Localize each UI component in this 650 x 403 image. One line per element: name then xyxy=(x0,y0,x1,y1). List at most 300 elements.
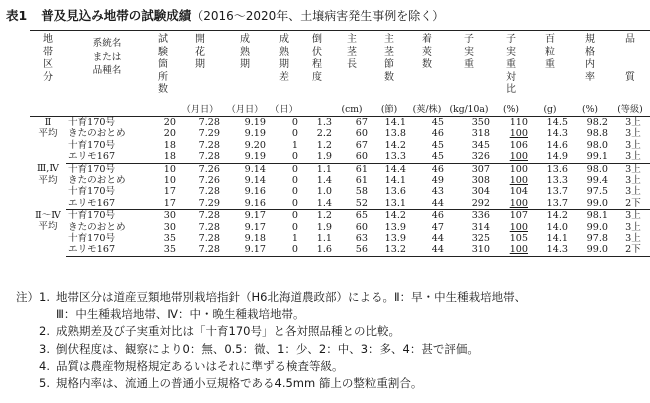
cell-value: 13.1 xyxy=(384,197,406,209)
cell-value: 14.6 xyxy=(546,139,568,151)
cell-grain-wt xyxy=(530,210,570,222)
cell-value: 2.2 xyxy=(316,128,332,140)
cell-value: 14.3 xyxy=(546,128,568,140)
cell-value: 1 xyxy=(291,233,298,245)
cell-value: 3上 xyxy=(625,151,641,163)
cell-quality xyxy=(610,163,650,175)
cell-value: 45 xyxy=(431,117,444,128)
cell-value: 292 xyxy=(471,197,490,209)
note-text: 倒伏程度は、観察により0：無、0.5：微、1：少、2：中、3：多、4：甚で評価。 xyxy=(56,341,479,356)
cell-yield-ratio xyxy=(492,163,530,175)
note-line xyxy=(6,358,526,375)
cell-maturity xyxy=(222,222,268,233)
note-number: 4. xyxy=(39,358,50,373)
cell-yield xyxy=(446,233,492,244)
header-pods xyxy=(408,31,446,105)
cell-value: 60 xyxy=(355,151,368,163)
cell-yield xyxy=(446,198,492,210)
cell-stem-len xyxy=(334,151,370,163)
region-label: Ⅱ xyxy=(44,117,52,128)
cell-value: 98.0 xyxy=(586,139,608,151)
cell-value: 7.28 xyxy=(198,186,220,198)
header-unit-flowering: （月日） xyxy=(178,104,222,117)
cell-value: 107 xyxy=(509,210,528,222)
note-line xyxy=(6,341,526,358)
cell-value: 99.0 xyxy=(586,197,608,209)
cell-mat-diff xyxy=(268,117,300,129)
cell-value: 63 xyxy=(355,233,368,245)
cell-value: 14.3 xyxy=(546,244,568,256)
cell-pods xyxy=(408,244,446,256)
cell-value: 99.0 xyxy=(586,221,608,233)
cell-grain-wt xyxy=(530,117,570,129)
note-text: 地帯区分は道産豆類地帯別栽培指針（H6北海道農政部）による。Ⅱ：早・中生種栽培地帯、 xyxy=(56,290,527,304)
cell-within-spec xyxy=(570,186,610,197)
cell-quality xyxy=(610,128,650,139)
cell-value: 0 xyxy=(291,186,298,198)
header-stem-len xyxy=(334,31,370,105)
header-text: 伏 xyxy=(312,46,322,58)
cell-maturity xyxy=(222,233,268,244)
header-text: 花 xyxy=(195,46,205,58)
header-unit-grain-wt: (g) xyxy=(530,104,570,117)
cell-flowering xyxy=(178,198,222,210)
cell-nodes xyxy=(370,140,408,151)
cell-value: 3上 xyxy=(625,139,641,151)
cell-value: 14.9 xyxy=(546,151,568,163)
cell-value: 3上 xyxy=(625,163,641,175)
cell-value: 14.1 xyxy=(546,233,568,245)
cell-pods xyxy=(408,163,446,175)
cell-nodes xyxy=(370,128,408,139)
region-label: Ⅱ～Ⅳ xyxy=(35,209,61,221)
cell-yield-ratio xyxy=(492,186,530,197)
cell-stem-len xyxy=(334,210,370,222)
region-cell xyxy=(30,163,66,210)
header-text: 長 xyxy=(347,59,357,71)
cell-quality xyxy=(610,140,650,151)
region-label: 平均 xyxy=(38,221,58,233)
cell-pods xyxy=(408,233,446,244)
cell-value: 60 xyxy=(355,128,368,140)
cell-value: 14.2 xyxy=(384,139,406,151)
header-unit-variety xyxy=(66,104,148,117)
cell-yield-ratio xyxy=(492,244,530,256)
cell-value: 13.8 xyxy=(384,128,406,140)
header-quality xyxy=(610,31,650,105)
header-text: 内 xyxy=(585,59,595,71)
cell-value: 104 xyxy=(509,186,528,198)
header-text: 期 xyxy=(279,59,289,71)
cell-value: 326 xyxy=(471,151,490,163)
cell-value: 9.17 xyxy=(244,210,266,222)
header-text xyxy=(628,59,631,72)
cell-value: 99.0 xyxy=(586,244,608,256)
cell-value: 49 xyxy=(431,175,444,187)
cell-nodes xyxy=(370,222,408,233)
cell-value: 9.17 xyxy=(244,244,266,256)
cell-value: 3上 xyxy=(625,210,641,222)
cell-value: 318 xyxy=(471,128,490,140)
cell-nodes xyxy=(370,210,408,222)
cell-value: 304 xyxy=(471,186,490,198)
note-text: Ⅲ：中生種栽培地帯、Ⅳ：中・晩生種栽培地帯。 xyxy=(56,307,305,322)
cell-value: 99.4 xyxy=(586,175,608,187)
cell-lodging xyxy=(300,117,334,129)
cell-value: 1.2 xyxy=(316,210,332,222)
header-text: 百 xyxy=(545,34,555,45)
variety-cell: エリモ167 xyxy=(66,244,148,256)
cell-value: 17 xyxy=(163,186,176,198)
header-unit-quality: (等級) xyxy=(610,104,650,117)
variety-cell: エリモ167 xyxy=(66,198,148,210)
cell-within-spec xyxy=(570,140,610,151)
cell-value: 9.19 xyxy=(244,117,266,128)
table-row xyxy=(30,163,650,175)
header-text: 帯 xyxy=(43,46,53,58)
cell-quality xyxy=(610,198,650,210)
cell-value: 43 xyxy=(431,186,444,198)
table-row xyxy=(30,128,650,139)
variety-cell: 十育170号 xyxy=(68,210,116,222)
variety-cell: 十育170号 xyxy=(68,186,116,198)
cell-lodging xyxy=(300,210,334,222)
cell-stem-len xyxy=(334,186,370,197)
cell-value: 3上 xyxy=(625,128,641,140)
cell-stem-len xyxy=(334,222,370,233)
cell-mat-diff xyxy=(268,128,300,139)
cell-value: 3上 xyxy=(625,233,641,245)
cell-sites xyxy=(148,117,178,129)
cell-flowering xyxy=(178,244,222,256)
cell-lodging xyxy=(300,128,334,139)
header-text: 度 xyxy=(312,71,322,83)
cell-yield-ratio xyxy=(492,233,530,244)
header-text: 所 xyxy=(158,71,168,83)
cell-value: 7.28 xyxy=(198,139,220,151)
cell-flowering xyxy=(178,210,222,222)
cell-quality xyxy=(610,175,650,186)
cell-value: 7.28 xyxy=(198,117,220,128)
cell-value: 99.1 xyxy=(586,151,608,163)
cell-value: 44 xyxy=(431,197,444,209)
header-text: 期 xyxy=(240,59,250,71)
cell-yield xyxy=(446,175,492,186)
cell-value: 45 xyxy=(431,139,444,151)
cell-flowering xyxy=(178,163,222,175)
cell-value: 307 xyxy=(471,163,490,175)
table-title-sub: （2016～2020年、土壌病害発生事例を除く） xyxy=(191,9,445,23)
header-text: または xyxy=(92,51,122,63)
cell-grain-wt xyxy=(530,151,570,163)
cell-value: 350 xyxy=(471,117,490,128)
cell-value: 61 xyxy=(355,175,368,187)
header-text: 格 xyxy=(585,46,595,58)
header-text: 主 xyxy=(347,34,357,45)
cell-value: 98.1 xyxy=(586,210,608,222)
note-text: 成熟期差及び子実重対比は「十育170号」と各対照品種との比較。 xyxy=(56,324,400,339)
cell-pods xyxy=(408,151,446,163)
cell-value: 100 xyxy=(509,175,528,187)
cell-quality xyxy=(610,117,650,129)
cell-maturity xyxy=(222,151,268,163)
cell-value: 0 xyxy=(291,128,298,140)
cell-nodes xyxy=(370,198,408,210)
note-number: 注）1. xyxy=(16,290,50,304)
cell-value: 97.5 xyxy=(586,186,608,198)
header-text: 験 xyxy=(158,46,168,58)
cell-stem-len xyxy=(334,198,370,210)
cell-flowering xyxy=(178,175,222,186)
cell-value: 17 xyxy=(163,197,176,209)
header-text: 対 xyxy=(506,71,516,83)
note-number: 2. xyxy=(39,324,50,339)
table-title xyxy=(6,6,444,24)
variety-cell: きたのおとめ xyxy=(68,221,126,233)
header-unit-lodging xyxy=(300,104,334,117)
table-row xyxy=(30,175,650,186)
header-sites xyxy=(148,31,178,105)
cell-value: 61 xyxy=(355,163,368,175)
cell-lodging xyxy=(300,186,334,197)
cell-grain-wt xyxy=(530,128,570,139)
cell-value: 3上 xyxy=(625,117,641,128)
cell-value: 100 xyxy=(509,221,528,233)
cell-yield-ratio xyxy=(492,140,530,151)
note-line xyxy=(6,306,526,323)
cell-value: 1.1 xyxy=(316,233,332,245)
cell-value: 9.20 xyxy=(244,139,266,151)
table-row xyxy=(30,117,650,129)
header-text: 系統名 xyxy=(92,38,122,49)
cell-value: 0 xyxy=(291,210,298,222)
header-text: 茎 xyxy=(384,46,394,58)
header-unit-pods: (莢/株) xyxy=(408,104,446,117)
cell-lodging xyxy=(300,244,334,256)
note-text: 品質は農産物規格規定あるいはそれに準ずる検査等級。 xyxy=(56,358,344,373)
cell-value: 310 xyxy=(471,244,490,256)
cell-value: 46 xyxy=(431,163,444,175)
cell-stem-len xyxy=(334,117,370,129)
header-unit-mat-diff: （日） xyxy=(268,104,300,117)
cell-grain-wt xyxy=(530,186,570,197)
cell-value: 7.28 xyxy=(198,151,220,163)
cell-value: 56 xyxy=(355,244,368,256)
cell-grain-wt xyxy=(530,198,570,210)
cell-value: 97.8 xyxy=(586,233,608,245)
cell-value: 0 xyxy=(291,221,298,233)
header-text: 子 xyxy=(506,34,516,45)
cell-sites xyxy=(148,186,178,197)
region-cell xyxy=(30,117,66,164)
header-text: 数 xyxy=(384,71,394,83)
cell-nodes xyxy=(370,244,408,256)
header-text: 実 xyxy=(506,46,516,58)
header-text: 成 xyxy=(279,34,289,45)
cell-within-spec xyxy=(570,210,610,222)
cell-value: 13.2 xyxy=(384,244,406,256)
header-text: 子 xyxy=(464,34,474,45)
cell-flowering xyxy=(178,222,222,233)
cell-grain-wt xyxy=(530,244,570,256)
header-text: 率 xyxy=(585,71,595,83)
header-text: 熟 xyxy=(240,46,250,58)
cell-within-spec xyxy=(570,222,610,233)
cell-value: 46 xyxy=(431,210,444,222)
cell-value: 1.6 xyxy=(316,244,332,256)
cell-value: 20 xyxy=(163,117,176,128)
header-lodging xyxy=(300,31,334,105)
cell-sites xyxy=(148,198,178,210)
cell-value: 7.26 xyxy=(198,175,220,187)
cell-mat-diff xyxy=(268,186,300,197)
cell-value: 9.18 xyxy=(244,233,266,245)
cell-nodes xyxy=(370,175,408,186)
cell-value: 1.9 xyxy=(316,221,332,233)
header-text: 粒 xyxy=(545,46,555,58)
cell-value: 9.19 xyxy=(244,128,266,140)
cell-value: 7.28 xyxy=(198,244,220,256)
header-text: 倒 xyxy=(312,34,322,45)
cell-value: 0 xyxy=(291,175,298,187)
cell-mat-diff xyxy=(268,210,300,222)
cell-nodes xyxy=(370,117,408,129)
cell-value: 44 xyxy=(431,244,444,256)
variety-cell: 十育170号 xyxy=(68,163,116,175)
cell-value: 45 xyxy=(431,151,444,163)
cell-maturity xyxy=(222,140,268,151)
cell-within-spec xyxy=(570,128,610,139)
cell-value: 1.4 xyxy=(316,197,332,209)
cell-value: 105 xyxy=(509,233,528,245)
cell-value: 35 xyxy=(163,233,176,245)
cell-yield-ratio xyxy=(492,210,530,222)
table-row xyxy=(30,233,650,244)
cell-within-spec xyxy=(570,163,610,175)
table-row xyxy=(30,222,650,233)
cell-within-spec xyxy=(570,175,610,186)
cell-value: 13.3 xyxy=(546,175,568,187)
cell-value: 14.5 xyxy=(546,117,568,128)
cell-value: 3上 xyxy=(625,221,641,233)
cell-value: 30 xyxy=(163,221,176,233)
header-text: 試 xyxy=(158,34,168,45)
header-within-spec xyxy=(570,31,610,105)
cell-quality xyxy=(610,222,650,233)
variety-cell: きたのおとめ xyxy=(68,128,126,140)
table-row xyxy=(30,244,650,256)
cell-yield xyxy=(446,117,492,129)
header-unit-sites xyxy=(148,104,178,117)
cell-value: 13.3 xyxy=(384,151,406,163)
cell-value: 0 xyxy=(291,197,298,209)
cell-value: 2下 xyxy=(625,197,641,209)
cell-lodging xyxy=(300,175,334,186)
cell-value: 314 xyxy=(471,221,490,233)
header-yield xyxy=(446,31,492,105)
cell-value: 1 xyxy=(291,139,298,151)
cell-flowering xyxy=(178,140,222,151)
header-text: 比 xyxy=(506,84,516,96)
cell-lodging xyxy=(300,198,334,210)
cell-sites xyxy=(148,151,178,163)
cell-value: 336 xyxy=(471,210,490,222)
cell-value: 44 xyxy=(431,233,444,245)
cell-stem-len xyxy=(334,140,370,151)
cell-nodes xyxy=(370,163,408,175)
cell-flowering xyxy=(178,233,222,244)
cell-stem-len xyxy=(334,233,370,244)
cell-yield-ratio xyxy=(492,175,530,186)
cell-lodging xyxy=(300,233,334,244)
cell-value: 13.7 xyxy=(546,197,568,209)
note-number: 3. xyxy=(39,341,50,356)
variety-cell: 十育170号 xyxy=(68,117,116,128)
cell-maturity xyxy=(222,198,268,210)
header-text: 重 xyxy=(506,59,516,71)
cell-value: 308 xyxy=(471,175,490,187)
cell-value: 60 xyxy=(355,221,368,233)
cell-quality xyxy=(610,186,650,197)
cell-lodging xyxy=(300,140,334,151)
cell-value: 14.2 xyxy=(546,210,568,222)
table-title-main: 普及見込み地帯の試験成績 xyxy=(41,8,192,23)
cell-pods xyxy=(408,186,446,197)
cell-yield-ratio xyxy=(492,151,530,163)
cell-grain-wt xyxy=(530,140,570,151)
cell-yield xyxy=(446,151,492,163)
header-text: 莢 xyxy=(422,46,432,58)
cell-value: 110 xyxy=(509,117,528,128)
table-row xyxy=(30,210,650,222)
cell-value: 13.6 xyxy=(384,186,406,198)
cell-lodging xyxy=(300,151,334,163)
region-label: Ⅲ,Ⅳ xyxy=(37,163,59,175)
cell-maturity xyxy=(222,175,268,186)
header-text: 箇 xyxy=(158,59,168,71)
header-text: 重 xyxy=(464,59,474,71)
header-text: 期 xyxy=(195,59,205,71)
cell-nodes xyxy=(370,151,408,163)
header-flowering xyxy=(178,31,222,105)
cell-value: 100 xyxy=(509,151,528,163)
cell-mat-diff xyxy=(268,151,300,163)
cell-yield xyxy=(446,210,492,222)
variety-cell: きたのおとめ xyxy=(68,175,126,187)
header-text: 着 xyxy=(422,34,432,45)
cell-yield-ratio xyxy=(492,198,530,210)
cell-value: 14.2 xyxy=(384,210,406,222)
cell-sites xyxy=(148,210,178,222)
cell-value: 47 xyxy=(431,221,444,233)
cell-quality xyxy=(610,244,650,256)
cell-stem-len xyxy=(334,175,370,186)
cell-lodging xyxy=(300,163,334,175)
cell-flowering xyxy=(178,151,222,163)
header-mat-diff xyxy=(268,31,300,105)
header-text: 重 xyxy=(545,59,555,71)
cell-sites xyxy=(148,128,178,139)
region-cell xyxy=(30,210,66,257)
cell-mat-diff xyxy=(268,233,300,244)
cell-sites xyxy=(148,175,178,186)
cell-within-spec xyxy=(570,198,610,210)
cell-value: 58 xyxy=(355,186,368,198)
cell-mat-diff xyxy=(268,244,300,256)
header-text: 品 xyxy=(625,34,635,45)
table-row xyxy=(30,186,650,197)
header-nodes xyxy=(370,31,408,105)
